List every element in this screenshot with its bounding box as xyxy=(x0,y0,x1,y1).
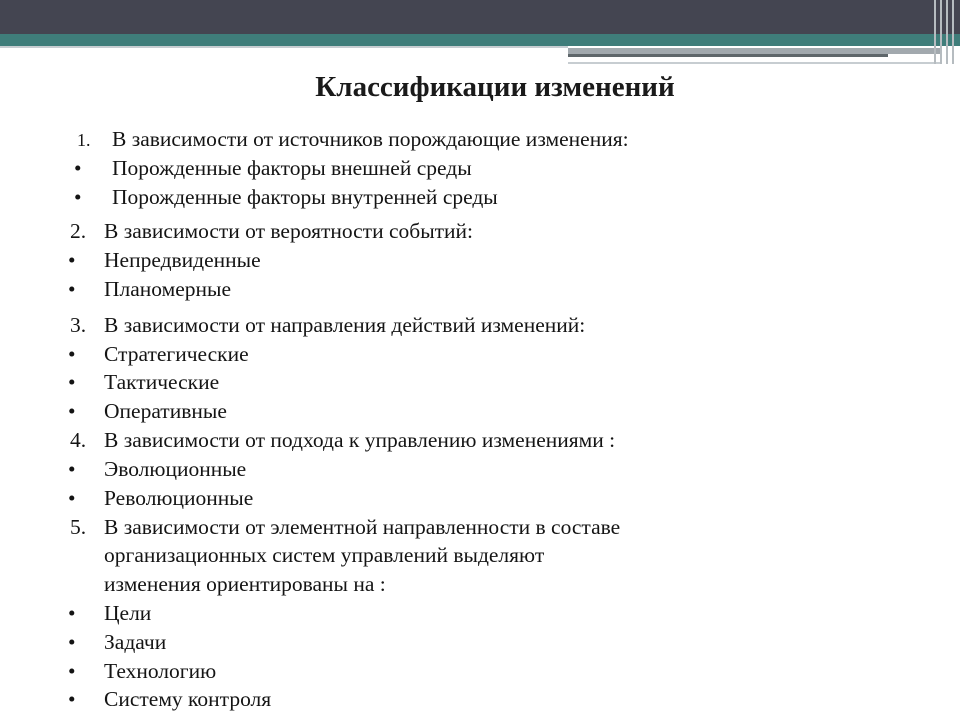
list-item: • Непредвиденные xyxy=(104,246,261,275)
section-number: 4. xyxy=(70,428,87,452)
section-heading: 5. В зависимости от элементной направленности в составе xyxy=(104,513,620,542)
bullet: • xyxy=(68,277,76,301)
section-heading: 1. В зависимости от источников порождающие изменения: xyxy=(112,125,629,154)
section-number: 2. xyxy=(70,219,87,243)
section-heading-continued: изменения ориентированы на : xyxy=(104,572,386,596)
bullet: • xyxy=(68,370,76,394)
bullet: • xyxy=(68,342,76,366)
section-number: 3. xyxy=(70,313,87,337)
section-number: 5. xyxy=(70,515,87,539)
bullet: • xyxy=(68,248,76,272)
section-heading-continued: организационных систем управлений выделяют xyxy=(104,543,545,567)
slide-title: Классификации изменений xyxy=(315,71,675,103)
bullet: • xyxy=(68,601,76,625)
list-item: • Планомерные xyxy=(104,275,231,304)
section-number: 1. xyxy=(77,130,91,150)
header-accent-band xyxy=(0,34,960,46)
list-item: • Технологию xyxy=(104,657,216,686)
bullet: • xyxy=(68,659,76,683)
list-item: • Стратегические xyxy=(104,340,249,369)
bullet: • xyxy=(68,457,76,481)
bullet: • xyxy=(74,156,82,180)
bullet: • xyxy=(68,687,76,711)
header-bar xyxy=(0,0,960,34)
list-item: • Порожденные факторы внешней среды xyxy=(112,154,472,183)
bullet: • xyxy=(74,185,82,209)
list-item: • Цели xyxy=(104,599,151,628)
list-item: • Эволюционные xyxy=(104,455,246,484)
section-heading: 3. В зависимости от направления действий изменений: xyxy=(104,311,585,340)
header-rule xyxy=(568,62,942,64)
list-item: • Тактические xyxy=(104,368,219,397)
bullet: • xyxy=(68,630,76,654)
list-item: • Революционные xyxy=(104,484,253,513)
corner-decoration xyxy=(928,0,960,64)
bullet: • xyxy=(68,399,76,423)
header-rule xyxy=(568,54,888,57)
header-rule xyxy=(0,46,568,48)
list-item: • Порожденные факторы внутренней среды xyxy=(112,183,498,212)
list-item: • Систему контроля xyxy=(104,685,271,714)
section-heading: 4. В зависимости от подхода к управлению изменениями : xyxy=(104,426,615,455)
bullet: • xyxy=(68,486,76,510)
section-heading: 2. В зависимости от вероятности событий: xyxy=(104,217,473,246)
list-item: • Задачи xyxy=(104,628,166,657)
list-item: • Оперативные xyxy=(104,397,227,426)
